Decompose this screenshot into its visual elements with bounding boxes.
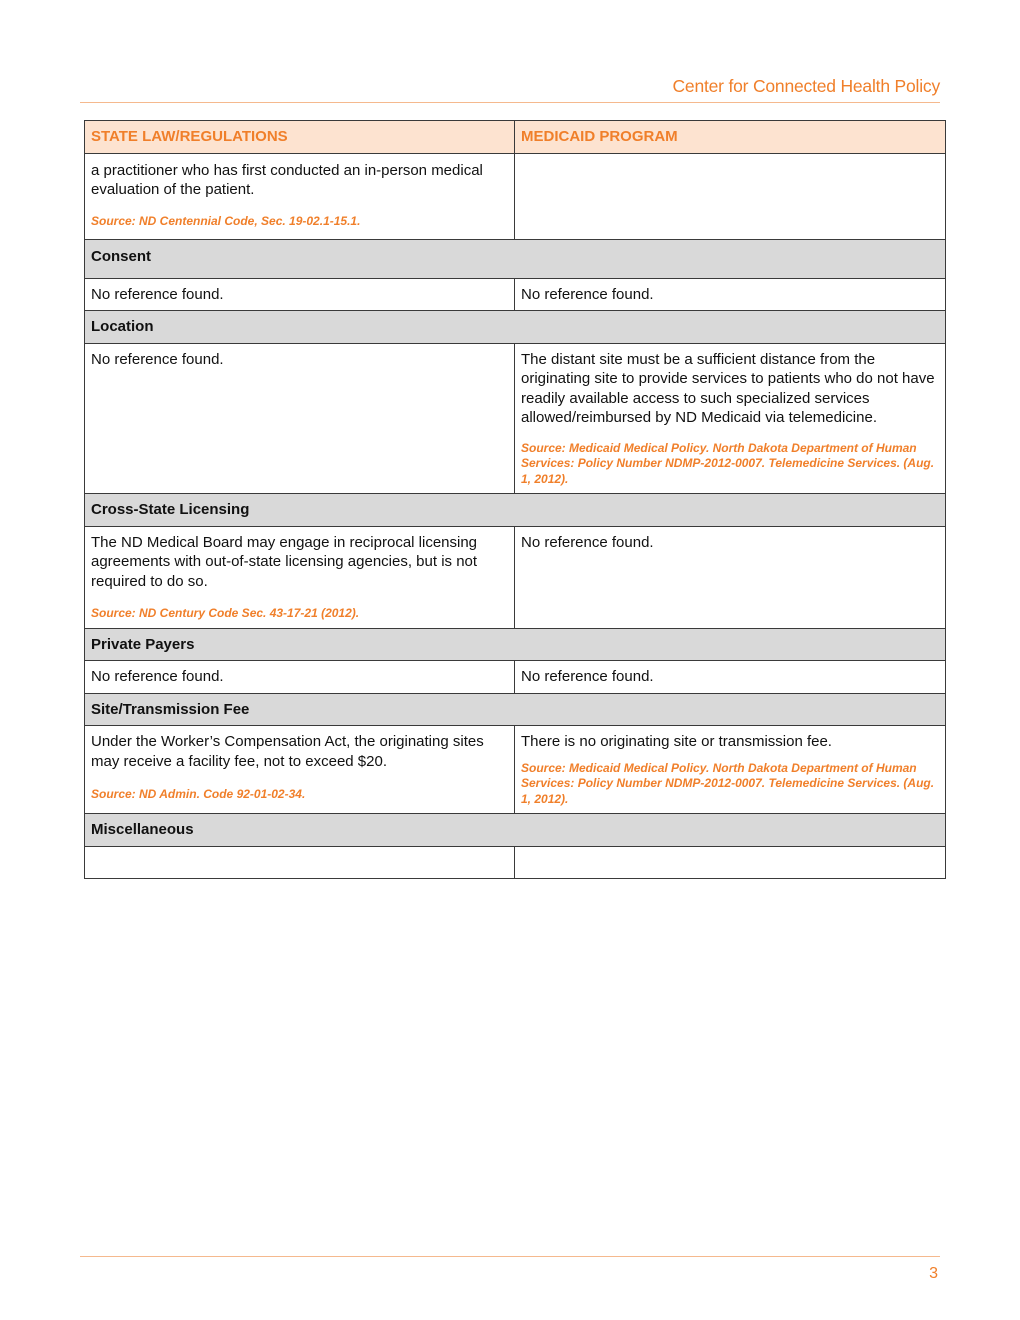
section-title: Cross-State Licensing: [85, 494, 946, 527]
table-header-row: [85, 121, 946, 154]
source-citation: Source: ND Century Code Sec. 43-17-21 (2012).: [91, 606, 360, 620]
col-header-state-law: STATE LAW/REGULATIONS: [85, 121, 515, 154]
section-row-fee: [85, 693, 946, 726]
cell-text: The ND Medical Board may engage in reciprocal licensing agreements with out-of-state licensing agencies, but is not required to do so.: [91, 533, 478, 590]
section-title: Location: [85, 311, 946, 344]
source-citation: Source: ND Admin. Code 92-01-02-34.: [91, 787, 306, 801]
cell-medicaid: [515, 343, 946, 494]
cell-text: There is no originating site or transmission fee.: [521, 733, 832, 750]
cell-medicaid: No reference found.: [515, 526, 946, 628]
section-row-licensing: [85, 494, 946, 527]
table-row: [85, 278, 946, 311]
footer-divider: [80, 1256, 940, 1257]
cell-text: The distant site must be a sufficient distance from the originating site to provide services to patients who do not have readily available access to such specialized services allowed/reimbursed by ND Medicaid via telemedicine.: [521, 350, 935, 426]
section-title: Miscellaneous: [85, 814, 946, 847]
source-citation: Source: Medicaid Medical Policy. North Dakota Department of Human Services: Policy Number NDMP-2012-0007. Telemedicine Services. (Aug. 1, 2012).: [521, 440, 935, 486]
section-row-consent: [85, 239, 946, 278]
table-row: [85, 343, 946, 494]
section-title: Private Payers: [85, 628, 946, 661]
cell-text: Under the Worker’s Compensation Act, the originating sites may receive a facility fee, not to exceed $20.: [91, 733, 484, 770]
section-title: Consent: [85, 239, 946, 278]
cell-state-law: [85, 726, 515, 814]
page-number: 3: [929, 1265, 938, 1282]
cell-state-law: [85, 846, 515, 878]
table-row: [85, 661, 946, 694]
cell-medicaid: [515, 726, 946, 814]
table-row: [85, 846, 946, 878]
table-row: [85, 726, 946, 814]
cell-state-law: [85, 526, 515, 628]
cell-medicaid: No reference found.: [515, 661, 946, 694]
cell-state-law: No reference found.: [85, 343, 515, 494]
source-citation: Source: Medicaid Medical Policy. North Dakota Department of Human Services: Policy Number NDMP-2012-0007. Telemedicine Services. (Aug. 1, 2012).: [521, 760, 935, 806]
table-row: [85, 153, 946, 239]
source-citation: Source: ND Centennial Code, Sec. 19-02.1-15.1.: [91, 213, 361, 228]
section-row-location: [85, 311, 946, 344]
section-title: Site/Transmission Fee: [85, 693, 946, 726]
cell-state-law: No reference found.: [85, 661, 515, 694]
table-row: [85, 526, 946, 628]
cell-state-law: [85, 153, 515, 239]
policy-table: [84, 120, 946, 879]
section-row-misc: [85, 814, 946, 847]
cell-medicaid: [515, 846, 946, 878]
cell-medicaid: No reference found.: [515, 278, 946, 311]
col-header-medicaid: MEDICAID PROGRAM: [515, 121, 946, 154]
cell-text: a practitioner who has first conducted an in-person medical evaluation of the patient.: [91, 161, 483, 198]
header-title: Center for Connected Health Policy: [672, 76, 940, 96]
header-divider: [80, 102, 940, 103]
cell-state-law: No reference found.: [85, 278, 515, 311]
section-row-private-payers: [85, 628, 946, 661]
cell-medicaid: [515, 153, 946, 239]
